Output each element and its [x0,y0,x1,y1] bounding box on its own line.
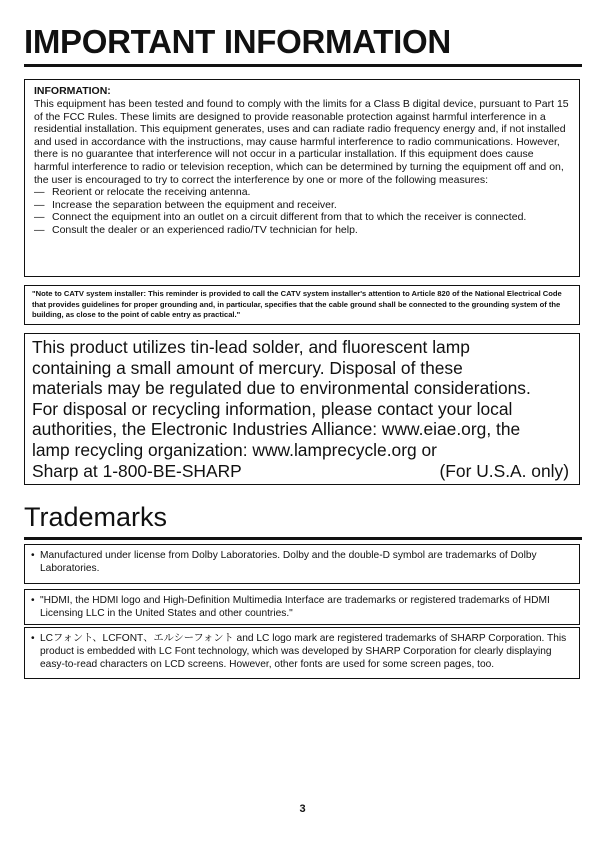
list-item [31,594,571,620]
fcc-information-box [24,79,580,277]
trademark-hdmi-box [24,589,580,625]
dash-marker: — [34,198,45,211]
lamp-notice-line: For disposal or recycling information, please contact your local [32,398,513,419]
list-item [34,186,571,199]
trademark-dolby-box [24,544,580,584]
trademarks-rule [24,537,582,540]
dash-marker: — [34,211,45,224]
lamp-notice-line: containing a small amount of mercury. Disposal of these [32,357,463,378]
trademarks-heading: Trademarks [24,502,168,532]
bullet-marker: • [31,595,35,606]
catv-note-box [24,285,580,325]
catv-note-text: "Note to CATV system installer: This reminder is provided to call the CATV system installer's attention to Article 820 of the National Electrical Code that provides guidelines for proper grounding and, in particular, specifies that the cable ground shall be connected to the grounding system of the building, as close to the point of cable entry as practical." [32,289,562,320]
list-item [34,199,571,212]
trademark-text: LCフォント、LCFONT、エルシーフォント and LC logo mark are registered trademarks of SHARP Corporation. This product is embedded with LC Font technology, which was developed by SHARP Corporation for clearly displaying easy-to-read characters on LCD screens. However, other fonts are used for some screen pages, too. [40,633,567,671]
bullet-marker: • [31,633,35,644]
information-body: This equipment has been tested and found to comply with the limits for a Class B digital device, pursuant to Part 15 of the FCC Rules. These limits are designed to provide reasonable protection against harmful interference in a residential installation. This equipment generates, uses and can radiate radio frequency energy and, if not installed and used in accordance with the instructions, may cause harmful interference to radio communications. However, there is no guarantee that interference will not occur in a particular installation. If this equipment does cause harmful interference to radio or television reception, which can be determined by turning the equipment off and on, the user is encouraged to try to correct the interference by one or more of the following measures: [34,98,569,186]
measure-text: Increase the separation between the equipment and receiver. [52,198,337,211]
lamp-disposal-box [24,333,580,485]
information-title: INFORMATION: [34,85,111,97]
page-number: 3 [299,803,306,815]
lamp-notice-line: This product utilizes tin-lead solder, and fluorescent lamp [32,337,470,357]
measure-text: Consult the dealer or an experienced radio/TV technician for help. [52,223,358,236]
lamp-notice-line: authorities, the Electronic Industries Alliance: www.eiae.org, the [32,419,521,440]
region-note: (For U.S.A. only) [439,460,569,481]
sharp-phone-text: Sharp at 1-800-BE-SHARP [32,460,242,481]
measures-list [34,186,571,236]
list-item [31,549,571,575]
trademark-text: "HDMI, the HDMI logo and High-Definition Multimedia Interface are trademarks or registered trademarks of HDMI Licensing LLC in the United States and other countries." [40,595,550,620]
lamp-notice-line: materials may be regulated due to environmental considerations. [32,378,531,399]
bullet-marker: • [31,550,35,561]
title-rule [24,64,582,67]
trademark-lcfont-box [24,627,580,679]
lamp-notice-line: lamp recycling organization: www.lamprecycle.org or [32,439,437,460]
dash-marker: — [34,223,45,236]
list-item [34,224,571,237]
list-item [31,632,571,672]
trademark-text: Manufactured under license from Dolby Laboratories. Dolby and the double-D symbol are trademarks of Dolby Laboratories. [40,550,537,575]
list-item [34,211,571,224]
lamp-notice-last-line [32,461,573,482]
measure-text: Reorient or relocate the receiving antenna. [52,186,251,199]
measure-text: Connect the equipment into an outlet on a circuit different from that to which the receiver is connected. [52,211,527,224]
dash-marker: — [34,186,45,199]
page-title: IMPORTANT INFORMATION [24,23,451,60]
